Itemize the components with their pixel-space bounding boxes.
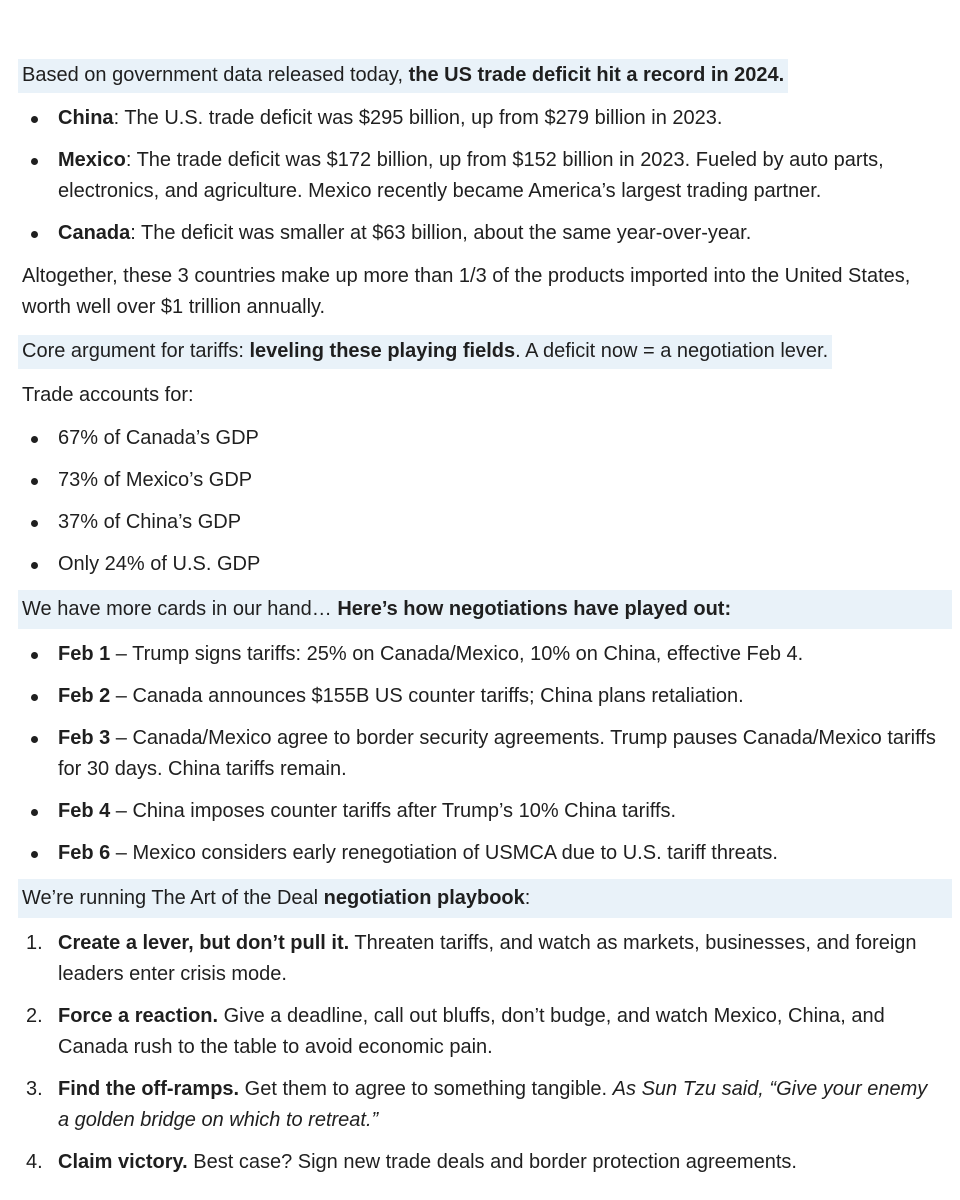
cards-paragraph	[18, 590, 952, 629]
step-bold: Find the off-ramps.	[58, 1078, 240, 1100]
list-item	[18, 1001, 942, 1063]
playbook-bold: negotiation playbook	[323, 887, 525, 909]
bullet-icon	[31, 851, 38, 858]
playbook-prefix: We’re running The Art of the Deal	[22, 887, 324, 909]
bullet-icon	[31, 520, 38, 527]
timeline-text: – Trump signs tariffs: 25% on Canada/Mexico, 10% on China, effective Feb 4.	[110, 643, 804, 665]
step-number: 1.	[26, 932, 43, 954]
bullet-icon	[31, 736, 38, 743]
bullet-icon	[31, 652, 38, 659]
timeline-list	[18, 639, 942, 869]
bullet-icon	[31, 158, 38, 165]
list-item	[18, 218, 942, 249]
gdp-item: 73% of Mexico’s GDP	[58, 469, 253, 491]
step-italic: As Sun Tzu said, “Give your enemy a golden bridge on which to retreat.”	[58, 1078, 928, 1131]
core-bold: leveling these playing fields	[249, 340, 516, 362]
timeline-text: – Canada/Mexico agree to border security agreements. Trump pauses Canada/Mexico tariffs for 30 days. China tariffs remain.	[58, 727, 936, 780]
list-item	[18, 1074, 942, 1136]
list-item	[18, 681, 942, 712]
step-text: Best case? Sign new trade deals and border protection agreements.	[187, 1151, 797, 1173]
bullet-icon	[31, 116, 38, 123]
cards-bold: Here’s how negotiations have played out:	[337, 598, 732, 620]
list-item	[18, 145, 942, 207]
cards-prefix: We have more cards in our hand…	[22, 598, 338, 620]
step-text: Give a deadline, call out bluffs, don’t budge, and watch Mexico, China, and Canada rush to the table to avoid economic pain.	[58, 1005, 885, 1058]
intro-text: Based on government data released today,	[22, 64, 409, 86]
step-bold: Force a reaction.	[58, 1005, 219, 1027]
timeline-text: – Mexico considers early renegotiation of USMCA due to U.S. tariff threats.	[110, 842, 778, 864]
list-item	[18, 507, 942, 538]
deficit-text: : The trade deficit was $172 billion, up from $152 billion in 2023. Fueled by auto parts, electronics, and agriculture. Mexico recently became America’s largest trading partner.	[58, 149, 884, 202]
list-item	[18, 1147, 942, 1178]
country-label: Mexico	[58, 149, 126, 171]
list-item	[18, 928, 942, 990]
step-bold: Claim victory.	[58, 1151, 188, 1173]
bullet-icon	[31, 562, 38, 569]
intro-bold: the US trade deficit hit a record in 2024.	[408, 64, 785, 86]
list-item	[18, 723, 942, 785]
gdp-item: Only 24% of U.S. GDP	[58, 553, 261, 575]
deficit-text: : The U.S. trade deficit was $295 billion, up from $279 billion in 2023.	[113, 107, 723, 129]
deficit-list	[18, 103, 942, 249]
bullet-icon	[31, 231, 38, 238]
list-item	[18, 549, 942, 580]
timeline-date: Feb 1	[58, 643, 111, 665]
gdp-item: 37% of China’s GDP	[58, 511, 242, 533]
bullet-icon	[31, 478, 38, 485]
core-argument-paragraph	[18, 335, 832, 369]
bullet-icon	[31, 694, 38, 701]
gdp-item: 67% of Canada’s GDP	[58, 427, 259, 449]
gdp-list	[18, 423, 942, 580]
step-bold: Create a lever, but don’t pull it.	[58, 932, 350, 954]
bullet-icon	[31, 809, 38, 816]
country-label: Canada	[58, 222, 131, 244]
list-item	[18, 838, 942, 869]
playbook-paragraph	[18, 879, 952, 918]
list-item	[18, 103, 942, 134]
step-number: 2.	[26, 1005, 43, 1027]
timeline-text: – China imposes counter tariffs after Trump’s 10% China tariffs.	[110, 800, 677, 822]
step-number: 3.	[26, 1078, 43, 1100]
playbook-suffix: :	[524, 887, 531, 909]
list-item	[18, 796, 942, 827]
playbook-steps	[18, 928, 942, 1178]
list-item	[18, 465, 942, 496]
core-prefix: Core argument for tariffs:	[22, 340, 250, 362]
timeline-date: Feb 3	[58, 727, 111, 749]
intro-paragraph	[18, 59, 788, 93]
trade-accounts-label: Trade accounts for:	[22, 384, 194, 406]
list-item	[18, 639, 942, 670]
timeline-date: Feb 2	[58, 685, 111, 707]
country-label: China	[58, 107, 114, 129]
step-text: Threaten tariffs, and watch as markets, businesses, and foreign leaders enter crisis mode.	[58, 932, 917, 985]
timeline-date: Feb 6	[58, 842, 111, 864]
altogether-paragraph: Altogether, these 3 countries make up more than 1/3 of the products imported into the United States, worth well over $1 trillion annually.	[22, 265, 911, 318]
list-item	[18, 423, 942, 454]
timeline-date: Feb 4	[58, 800, 111, 822]
timeline-text: – Canada announces $155B US counter tariffs; China plans retaliation.	[110, 685, 744, 707]
deficit-text: : The deficit was smaller at $63 billion, about the same year-over-year.	[130, 222, 752, 244]
step-text: Get them to agree to something tangible.	[239, 1078, 613, 1100]
bullet-icon	[31, 436, 38, 443]
step-number: 4.	[26, 1151, 43, 1173]
core-suffix: . A deficit now = a negotiation lever.	[515, 340, 829, 362]
